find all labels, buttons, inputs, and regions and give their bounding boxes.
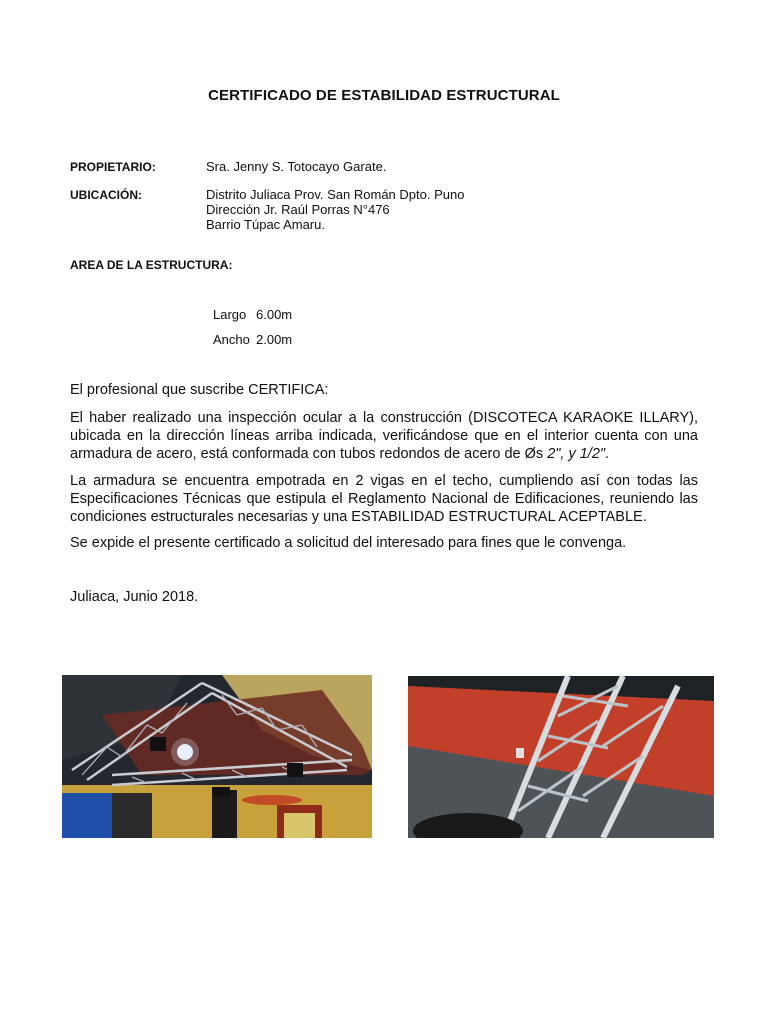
inspection-text: El haber realizado una inspección ocular a la construcción (DISCOTECA KARAOKE ILLARY), ubicada en la dirección líneas arriba indicada, verificándose que en el interior cuenta con una armadura de acero, está conformada con tubos redondos de acero de Øs — [70, 410, 698, 462]
area-label: AREA DE LA ESTRUCTURA: — [70, 258, 233, 272]
length-value: 6.00m — [256, 307, 293, 322]
length-row — [213, 307, 292, 322]
structure-paragraph: La armadura se encuentra empotrada en 2 vigas en el techo, cumpliendo así con todas las Especificaciones Técnicas que estipula el Reglamento Nacional de Edificaciones, reuniendo las condiciones estructurales necesarias y una ESTABILIDAD ESTRUCTURAL ACEPTABLE. — [70, 473, 698, 525]
date-line: Juliaca, Junio 2018. — [70, 589, 199, 605]
inspection-paragraph — [70, 409, 698, 463]
owner-label: PROPIETARIO: — [70, 160, 156, 174]
location-label: UBICACIÓN: — [70, 188, 142, 202]
issuance-paragraph: Se expide el presente certificado a solicitud del interesado para fines que le convenga. — [70, 535, 627, 551]
owner-value — [206, 159, 386, 174]
width-row — [213, 332, 292, 347]
width-value: 2.00m — [256, 332, 293, 347]
document-title: CERTIFICADO DE ESTABILIDAD ESTRUCTURAL — [208, 87, 560, 104]
inspection-end: . — [605, 446, 610, 462]
location-line: Distrito Juliaca Prov. San Román Dpto. Puno — [206, 187, 465, 202]
owner-name: Sra. Jenny S. Totocayo Garate. — [206, 159, 387, 174]
location-line: Barrio Túpac Amaru. — [206, 217, 325, 232]
width-label: Ancho — [213, 332, 250, 347]
length-label: Largo — [213, 307, 247, 322]
location-value — [206, 187, 464, 232]
diameter-spec: 2", y 1/2" — [547, 446, 606, 462]
certify-intro: El profesional que suscribe CERTIFICA: — [70, 382, 329, 398]
interior-truss-photo — [62, 675, 372, 838]
location-line: Dirección Jr. Raúl Porras N°476 — [206, 202, 390, 217]
truss-closeup-photo — [408, 676, 714, 838]
